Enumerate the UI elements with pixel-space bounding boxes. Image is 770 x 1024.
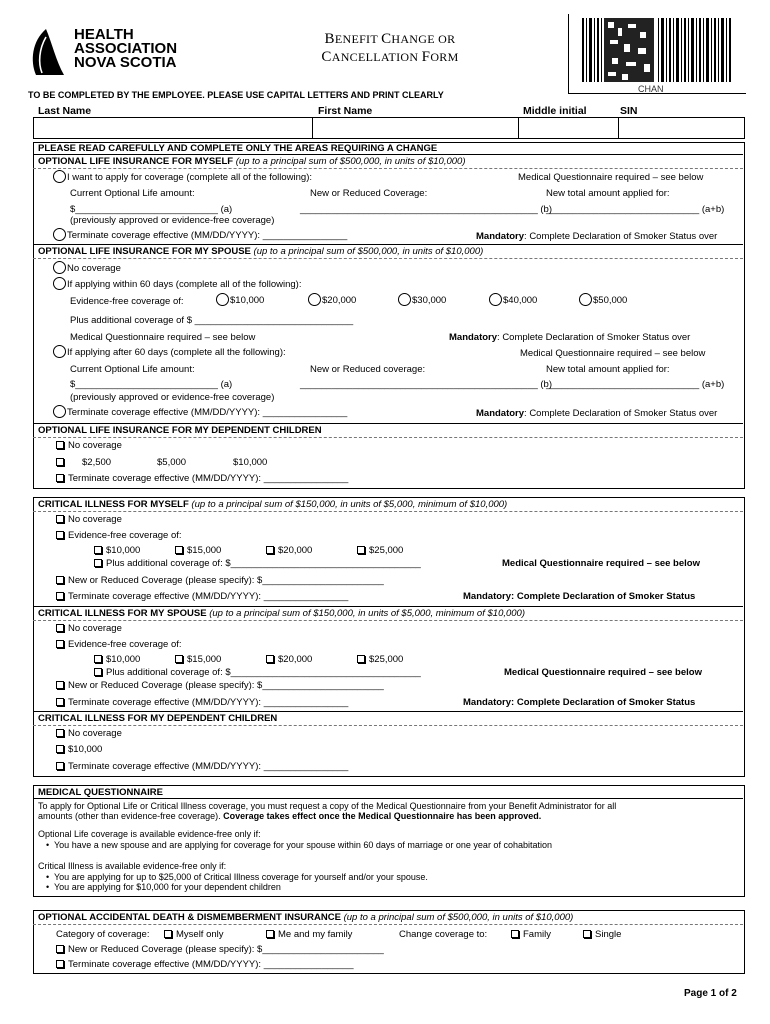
life-myself-amount-b[interactable]: _____________________________________________ (b) (300, 204, 553, 215)
life-spouse-option-30000[interactable]: $30,000 (398, 293, 446, 306)
checkbox-icon[interactable] (94, 668, 102, 676)
ci-myself-new-reduced[interactable]: New or Reduced Coverage (please specify): $_______________________ (56, 575, 384, 586)
radio-icon[interactable] (53, 228, 66, 241)
ci-spouse-mandatory: Mandatory: Complete Declaration of Smoker Status (463, 697, 696, 708)
life-myself-amount-a[interactable]: $___________________________ (a) (70, 204, 233, 215)
life-children-terminate[interactable]: Terminate coverage effective (MM/DD/YYYY): ________________ (56, 473, 348, 484)
last-name-label: Last Name (38, 105, 92, 117)
ci-children-no-coverage[interactable]: No coverage (56, 728, 122, 739)
ci-spouse-mq-note: Medical Questionnaire required – see below (504, 667, 702, 678)
sin-label: SIN (620, 105, 638, 117)
life-myself-mq-note: Medical Questionnaire required – see below (518, 172, 704, 183)
life-children-amount-10000: $10,000 (233, 457, 268, 468)
checkbox-icon[interactable] (56, 960, 64, 968)
first-name-label: First Name (318, 105, 373, 117)
life-spouse-option-20000[interactable]: $20,000 (308, 293, 356, 306)
barcode-label: CHAN (638, 84, 664, 94)
mq-heading: MEDICAL QUESTIONNAIRE (38, 787, 163, 798)
ci-children-heading: CRITICAL ILLNESS FOR MY DEPENDENT CHILDREN (38, 713, 278, 724)
sin-field[interactable] (619, 118, 744, 138)
checkbox-icon[interactable] (56, 681, 64, 689)
checkbox-icon[interactable] (56, 624, 64, 632)
radio-icon[interactable] (216, 293, 229, 306)
checkbox-icon[interactable] (164, 930, 172, 938)
checkbox-icon[interactable] (266, 546, 274, 554)
ci-spouse-option-25000[interactable]: $25,000 (357, 654, 403, 665)
checkbox-icon[interactable] (56, 531, 64, 539)
checkbox-icon[interactable] (56, 729, 64, 737)
add-heading: OPTIONAL ACCIDENTAL DEATH & DISMEMBERMENT INSURANCE (up to a principal sum of $500,000, in units of $10,000) (38, 912, 574, 923)
ci-myself-option-20000[interactable]: $20,000 (266, 545, 312, 556)
checkbox-icon[interactable] (357, 655, 365, 663)
checkbox-icon[interactable] (583, 930, 591, 938)
life-spouse-current-label: Current Optional Life amount: (70, 364, 195, 375)
life-spouse-evidence-free-label: Evidence-free coverage of: (70, 296, 184, 307)
barcode-icon (582, 18, 732, 82)
checkbox-icon[interactable] (56, 945, 64, 953)
add-single[interactable]: Single (583, 929, 621, 940)
checkbox-icon[interactable] (266, 930, 274, 938)
life-children-no-coverage[interactable]: No coverage (56, 440, 122, 451)
life-spouse-amount-b[interactable]: _____________________________________________ (b) (300, 379, 553, 390)
life-myself-new-reduced-label: New or Reduced Coverage: (310, 188, 428, 199)
ci-children-terminate[interactable]: Terminate coverage effective (MM/DD/YYYY): ________________ (56, 761, 348, 772)
life-spouse-mq-note-2: Medical Questionnaire required – see below (520, 348, 706, 359)
life-myself-heading: OPTIONAL LIFE INSURANCE FOR MYSELF (up to a principal sum of $500,000, in units of $10,000) (38, 156, 466, 167)
life-myself-prev-note: (previously approved or evidence-free coverage) (70, 215, 275, 226)
checkbox-icon[interactable] (175, 655, 183, 663)
checkbox-icon[interactable] (56, 474, 64, 482)
ci-myself-heading: CRITICAL ILLNESS FOR MYSELF (up to a principal sum of $150,000, in units of $5,000, minimum of $10,000) (38, 499, 508, 510)
checkbox-icon[interactable] (56, 745, 64, 753)
life-spouse-option-50000[interactable]: $50,000 (579, 293, 627, 306)
life-spouse-after60[interactable]: If applying after 60 days (complete all the following): (53, 345, 286, 358)
mq-bullet-3: • You are applying for $10,000 for your dependent children (46, 882, 281, 892)
middle-initial-field[interactable] (519, 118, 619, 138)
checkbox-icon[interactable] (56, 576, 64, 584)
radio-icon[interactable] (53, 261, 66, 274)
sailboat-logo-icon (28, 27, 66, 79)
checkbox-icon[interactable] (511, 930, 519, 938)
life-spouse-terminate-option[interactable]: Terminate coverage effective (MM/DD/YYYY): ________________ (53, 405, 347, 418)
radio-icon[interactable] (53, 277, 66, 290)
name-fields-row (33, 117, 745, 139)
ci-spouse-no-coverage[interactable]: No coverage (56, 623, 122, 634)
ci-myself-no-coverage[interactable]: No coverage (56, 514, 122, 525)
life-spouse-plus-additional[interactable]: Plus additional coverage of $ ______________________________ (70, 315, 354, 326)
checkbox-icon[interactable] (56, 441, 64, 449)
life-myself-current-label: Current Optional Life amount: (70, 188, 195, 199)
life-spouse-option-40000[interactable]: $40,000 (489, 293, 537, 306)
first-name-field[interactable] (313, 118, 519, 138)
radio-icon[interactable] (398, 293, 411, 306)
life-children-amount-5000: $5,000 (157, 457, 187, 468)
life-spouse-amount-a[interactable]: $___________________________ (a) (70, 379, 233, 390)
ci-myself-option-15000[interactable]: $15,000 (175, 545, 221, 556)
page-number: Page 1 of 2 (684, 988, 737, 999)
checkbox-icon[interactable] (94, 559, 102, 567)
life-children-amounts[interactable] (56, 457, 68, 468)
life-spouse-new-reduced-label: New or Reduced coverage: (310, 364, 426, 375)
add-change-to-label: Change coverage to: (399, 929, 488, 940)
radio-icon[interactable] (489, 293, 502, 306)
mq-paragraph-3: Critical Illness is available evidence-free only if: (38, 861, 227, 871)
checkbox-icon[interactable] (56, 698, 64, 706)
add-family[interactable]: Family (511, 929, 551, 940)
checkbox-icon[interactable] (357, 546, 365, 554)
radio-icon[interactable] (53, 405, 66, 418)
checkbox-icon[interactable] (56, 640, 64, 648)
mq-paragraph-1b: amounts (other than evidence-free coverage). Coverage takes effect once the Medical Questionnaire has been approved. (38, 811, 542, 821)
ci-spouse-evidence-free[interactable]: Evidence-free coverage of: (56, 639, 182, 650)
life-myself-mandatory: Mandatory: Complete Declaration of Smoker Status over (476, 231, 718, 242)
life-spouse-new-total-label: New total amount applied for: (546, 364, 670, 375)
checkbox-icon[interactable] (56, 458, 64, 466)
ci-spouse-plus-additional[interactable]: Plus additional coverage of: $____________________________________ (94, 667, 421, 678)
ci-myself-plus-additional[interactable]: Plus additional coverage of: $____________________________________ (94, 558, 421, 569)
ci-spouse-terminate[interactable]: Terminate coverage effective (MM/DD/YYYY): ________________ (56, 697, 348, 708)
mq-bullet-2: • You are applying for up to $25,000 of Critical Illness coverage for yourself and/or your spouse. (46, 872, 428, 882)
checkbox-icon[interactable] (94, 655, 102, 663)
last-name-field[interactable] (34, 118, 313, 138)
life-children-amount-2500: $2,500 (82, 457, 112, 468)
life-spouse-mandatory-1: Mandatory: Complete Declaration of Smoker Status over (449, 332, 691, 343)
life-spouse-option-10000[interactable]: $10,000 (216, 293, 264, 306)
add-myself-only[interactable]: Myself only (164, 929, 224, 940)
ci-myself-mq-note: Medical Questionnaire required – see below (502, 558, 700, 569)
barcode (582, 18, 732, 82)
instruction: TO BE COMPLETED BY THE EMPLOYEE. PLEASE USE CAPITAL LETTERS AND PRINT CLEARLY (28, 90, 444, 100)
checkbox-icon[interactable] (266, 655, 274, 663)
checkbox-icon[interactable] (94, 546, 102, 554)
life-spouse-within60[interactable]: If applying within 60 days (complete all of the following): (53, 277, 301, 290)
ci-spouse-heading: CRITICAL ILLNESS FOR MY SPOUSE (up to a principal sum of $150,000, in units of $5,000, minimum of $10,000) (38, 608, 525, 619)
life-spouse-prev-note: (previously approved or evidence-free coverage) (70, 392, 275, 403)
checkbox-icon[interactable] (175, 546, 183, 554)
mq-bullet-1: • You have a new spouse and are applying for coverage for your spouse within 60 days of marriage or one year of cohabitation (46, 840, 552, 850)
middle-initial-label: Middle initial (523, 105, 587, 117)
logo (28, 27, 198, 79)
logo-line-3: NOVA SCOTIA (74, 54, 177, 71)
ci-spouse-option-10000[interactable]: $10,000 (94, 654, 140, 665)
ci-myself-evidence-free[interactable]: Evidence-free coverage of: (56, 530, 182, 541)
radio-icon[interactable] (53, 170, 66, 183)
radio-icon[interactable] (308, 293, 321, 306)
add-new-reduced[interactable]: New or Reduced Coverage (please specify): $_______________________ (56, 944, 384, 955)
life-spouse-amount-ab[interactable]: _____________________________ (a+b) (546, 379, 725, 390)
life-spouse-heading: OPTIONAL LIFE INSURANCE FOR MY SPOUSE (up to a principal sum of $500,000, in units of $10,000) (38, 246, 484, 257)
ci-spouse-new-reduced[interactable]: New or Reduced Coverage (please specify): $_______________________ (56, 680, 384, 691)
ci-myself-option-25000[interactable]: $25,000 (357, 545, 403, 556)
checkbox-icon[interactable] (56, 592, 64, 600)
life-spouse-mandatory-2: Mandatory: Complete Declaration of Smoker Status over (476, 408, 718, 419)
radio-icon[interactable] (579, 293, 592, 306)
ci-myself-option-10000[interactable]: $10,000 (94, 545, 140, 556)
radio-icon[interactable] (53, 345, 66, 358)
life-myself-terminate-option[interactable]: Terminate coverage effective (MM/DD/YYYY): ________________ (53, 228, 347, 241)
ci-spouse-option-15000[interactable]: $15,000 (175, 654, 221, 665)
life-children-heading: OPTIONAL LIFE INSURANCE FOR MY DEPENDENT CHILDREN (38, 425, 322, 436)
mq-paragraph-1a: To apply for Optional Life or Critical Illness coverage, you must request a copy of the Medical Questionnaire from your Benefit Administrator for all (38, 801, 617, 811)
ci-children-amount[interactable]: $10,000 (56, 744, 102, 755)
ci-myself-mandatory: Mandatory: Complete Declaration of Smoker Status (463, 591, 696, 602)
add-category-label: Category of coverage: (56, 929, 150, 940)
life-myself-apply-option[interactable]: I want to apply for coverage (complete all of the following): (53, 170, 312, 183)
mq-paragraph-2: Optional Life coverage is available evidence-free only if: (38, 829, 261, 839)
checkbox-icon[interactable] (56, 515, 64, 523)
ci-spouse-option-20000[interactable]: $20,000 (266, 654, 312, 665)
add-terminate[interactable]: Terminate coverage effective (MM/DD/YYYY): _________________ (56, 959, 354, 970)
life-spouse-no-coverage[interactable]: No coverage (53, 261, 121, 274)
life-myself-new-total-label: New total amount applied for: (546, 188, 670, 199)
logo-line-1: HEALTH (74, 26, 134, 43)
form-title: BENEFIT CHANGE OR CANCELLATION FORM (321, 31, 459, 65)
read-notice: PLEASE READ CAREFULLY AND COMPLETE ONLY THE AREAS REQUIRING A CHANGE (38, 143, 438, 154)
life-myself-amount-ab[interactable]: _____________________________ (a+b) (546, 204, 725, 215)
ci-myself-terminate[interactable]: Terminate coverage effective (MM/DD/YYYY): ________________ (56, 591, 348, 602)
checkbox-icon[interactable] (56, 762, 64, 770)
logo-line-2: ASSOCIATION (74, 40, 178, 57)
add-me-and-family[interactable]: Me and my family (266, 929, 352, 940)
life-spouse-mq-note: Medical Questionnaire required – see below (70, 332, 256, 343)
